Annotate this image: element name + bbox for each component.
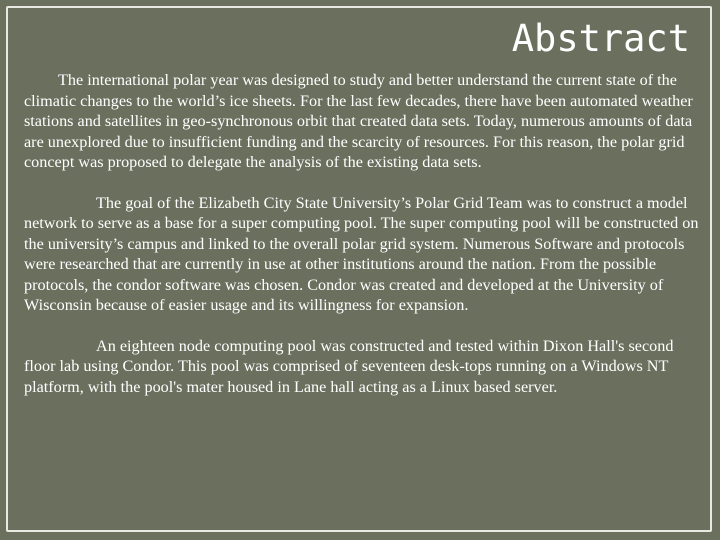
abstract-paragraph-1: The international polar year was designed to study and better understand the current state of the climatic changes to the world’s ice sheets. For the last few decades, there have been automated weather stations and satellites in geo-synchronous orbit that created data sets. Today, numerous amounts of data are unexplored due to insufficient funding and the scarcity of resources. For this reason, the polar grid concept was proposed to delegate the analysis of the existing data sets.	[24, 71, 693, 171]
abstract-body	[24, 70, 700, 397]
abstract-paragraph-2: The goal of the Elizabeth City State University’s Polar Grid Team was to construct a model network to serve as a base for a super computing pool. The super computing pool will be constructed on the university’s campus and linked to the overall polar grid system. Numerous Software and protocols were researched that are currently in use at other institutions around the nation. From the possible protocols, the condor software was chosen. Condor was created and developed at the University of Wisconsin because of easier usage and its willingness for expansion.	[24, 193, 699, 314]
slide-title: Abstract	[511, 17, 690, 60]
abstract-paragraph-3: An eighteen node computing pool was constructed and tested within Dixon Hall's second floor lab using Condor. This pool was comprised of seventeen desk-tops running on a Windows NT platform, with the pool's mater housed in Lane hall acting as a Linux based server.	[24, 336, 674, 396]
